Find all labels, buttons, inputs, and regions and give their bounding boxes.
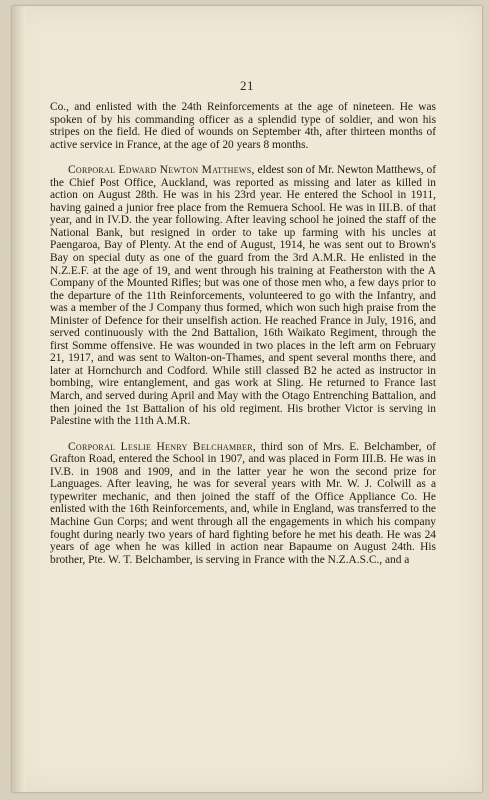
book-page [12,6,482,792]
paragraph-text: Co., and enlisted with the 24th Reinforcements at the age of nineteen. He was spoken of by his commanding officer as a splendid type of soldier, and won his stripes on the field. He died of wounds on September 4th, after thirteen months of active service in France, at the age of 20 years 8 months. [50,101,436,151]
paragraph-text: third son of Mrs. E. Belchamber, of Grafton Road, entered the School in 1907, and was placed in Form III.B. He was in IV.B. in 1908 and 1909, and in the latter year he won the second prize for Languages. After leaving, he was for several years with Mr. W. J. Colwill as a typewriter mechanic, and then joined the staff of the Office Appliance Co. He enlisted with the 16th Reinforcements, and, while in England, was transferred to the Machine Gun Corps; and went through all the engagements in which his company fought during nearly two years of hard fighting before he met his death. He was 24 years of age when he was killed in action near Bapaume on August 24th. His brother, Pte. W. T. Belchamber, is serving in France with the N.Z.A.S.C., and a [50,440,436,566]
page-number: 21 [240,78,254,93]
paragraph-belchamber [50,441,436,566]
paragraph-heading: Corporal Edward Newton Matthews, [68,164,255,177]
paragraph-text: eldest son of Mr. Newton Matthews, of the Chief Post Office, Auckland, was reported as missing and later as killed in action on August 28th. He was in his 23rd year. He entered the School in 1911, having gained a junior free place from the Remuera School. He was in III.B. of that year, and in IV.D. the year following. After leaving school he joined the staff of the National Bank, but resigned in order to take up farming with his uncles at Paengaroa, Bay of Plenty. At the end of August, 1914, he was sent out to Brown's Bay on special duty as one of the guard from the 3rd A.M.R. He enlisted in the N.Z.E.F. at the age of 19, and went through his training at Featherston with the A Company of the Mounted Rifles; but was one of those men who, a few days prior to the departure of the 11th Reinforcements, volunteered to go with the Infantry, and was a member of the J Company thus formed, which won such high praise from the Minister of Defence for their unselfish action. He reached France in July, 1916, and served continuously with the 2nd Battalion, 16th Waikato Regiment, through the first Somme offensive. He was wounded in two places in the left arm on February 21, 1917, and was sent to Walton-on-Thames, and spent several months there, and later at Hornchurch and Codford. While still classed B2 he acted as instructor in bombing, wire entanglement, and gas work at Sling. He returned to France last March, and served during April and May with the Otago Entrenching Battalion, and then joined the 1st Battalion of his old regiment. His brother Victor is serving in Palestine with the 11th A.M.R. [50,164,437,428]
page-binding-shadow [12,6,26,792]
paragraph-matthews [50,164,436,427]
paragraph-heading: Corporal Leslie Henry Belchamber, [68,440,257,453]
body-text [50,101,436,579]
paragraph-continuation [50,101,436,151]
